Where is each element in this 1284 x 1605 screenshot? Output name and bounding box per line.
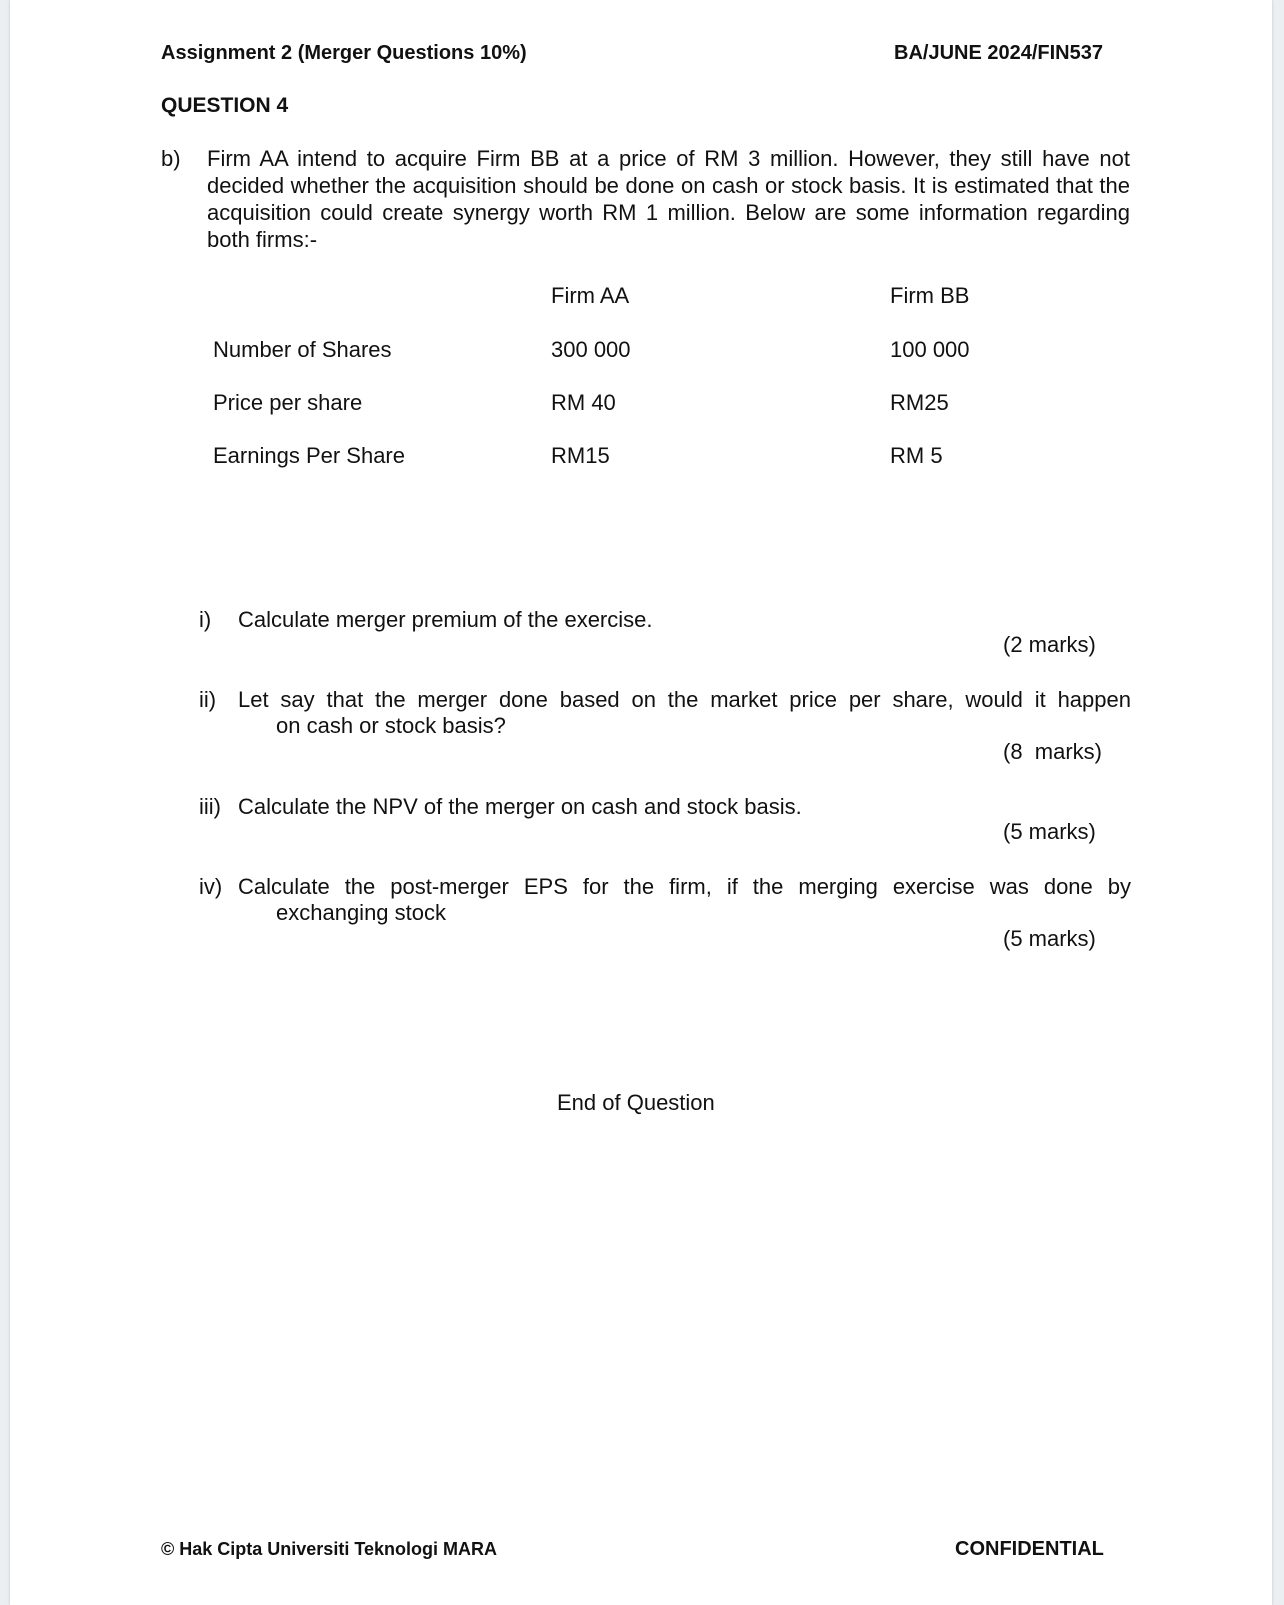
question-marks: (5 marks) [1003,926,1096,951]
table-cell-aa: 300 000 [551,337,631,362]
part-paragraph: Firm AA intend to acquire Firm BB at a price of RM 3 million. However, they still have not decided whether the acquisition should be done on cash or stock basis. It is estimated that the acquisition could create synergy worth RM 1 million. Below are some information regarding both firms:- [207,146,1130,252]
question-text: Calculate merger premium of the exercise. [238,607,653,632]
header-right: BA/JUNE 2024/FIN537 [894,42,1103,64]
footer-confidential: CONFIDENTIAL [955,1538,1104,1560]
footer-copyright: © Hak Cipta Universiti Teknologi MARA [161,1539,497,1559]
question-text-line2: exchanging stock [276,900,446,925]
table-row-label: Number of Shares [213,337,392,362]
table-header-firm-bb: Firm BB [890,283,970,308]
end-of-question: End of Question [557,1090,715,1115]
header-left: Assignment 2 (Merger Questions 10%) [161,42,527,64]
question-text-line1: Let say that the merger done based on the market price per share, would it happen [238,687,1131,712]
table-cell-bb: 100 000 [890,337,970,362]
question-text-line2: on cash or stock basis? [276,713,506,738]
part-label: b) [161,146,181,171]
question-text: Calculate the NPV of the merger on cash and stock basis. [238,794,802,819]
table-cell-aa: RM 40 [551,390,616,415]
question-number: ii) [199,687,217,712]
question-marks: (2 marks) [1003,632,1096,657]
table-row-label: Earnings Per Share [213,443,405,468]
question-marks: (5 marks) [1003,819,1096,844]
table-header-firm-aa: Firm AA [551,283,630,308]
question-number: i) [199,607,212,632]
question-marks: (8 marks) [1003,739,1102,764]
table-cell-aa: RM15 [551,443,610,468]
question-text-line1: Calculate the post-merger EPS for the firm, if the merging exercise was done by [238,874,1131,899]
section-title: QUESTION 4 [161,94,289,117]
question-number: iv) [199,874,223,899]
document-page [10,0,1272,1605]
table-row-label: Price per share [213,390,363,415]
table-cell-bb: RM 5 [890,443,943,468]
question-number: iii) [199,794,221,819]
table-cell-bb: RM25 [890,390,949,415]
